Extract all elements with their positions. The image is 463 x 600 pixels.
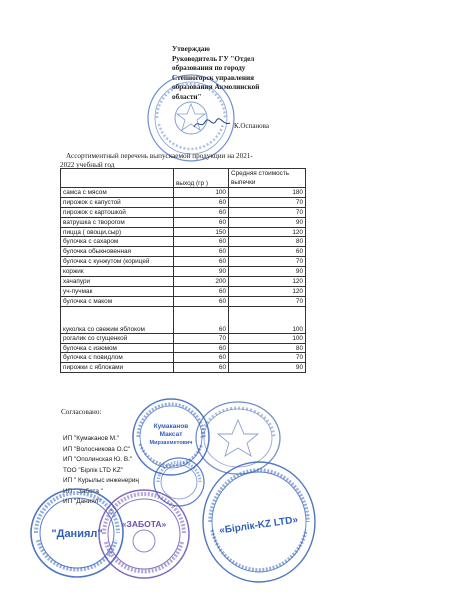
cell-output: 60 — [174, 343, 229, 353]
document-title-line: Ассортиментный перечень выпускаемой продукции на 2021- — [66, 152, 253, 160]
cell-price: 90 — [229, 217, 306, 227]
cell-output: 60 — [174, 363, 229, 373]
cell-price: 100 — [229, 333, 306, 343]
cell-output: 60 — [174, 306, 229, 333]
cell-output: 150 — [174, 227, 229, 237]
entity-item: ИП "Даниял" — [63, 498, 101, 505]
table-row — [61, 343, 306, 353]
cell-price: 70 — [229, 257, 306, 267]
agreed-label: Согласовано: — [61, 408, 102, 416]
table-row — [61, 197, 306, 207]
cell-name: ватрушка с творогом — [61, 217, 174, 227]
table-row — [61, 207, 306, 217]
cell-name: самса с мясом — [61, 188, 174, 198]
entity-item: ТОО "Бірлік LTD KZ" — [63, 466, 124, 474]
table-row — [61, 227, 306, 237]
entity-item: ИП "Ополинская Ю. В." — [63, 456, 133, 463]
stamp-zabota-text: «ЗАБОТА» — [121, 519, 167, 529]
signature — [192, 117, 232, 131]
approval-line: Утверждаю — [172, 45, 210, 53]
cell-name: пирожок с картошкой — [61, 207, 174, 217]
cell-name: рогалик со сгущенкой — [61, 333, 174, 343]
signer-name: К.Оспанова — [234, 122, 269, 130]
table-row — [61, 296, 306, 306]
table-header-row — [61, 169, 306, 188]
table-row — [61, 247, 306, 257]
cell-name: коржик — [61, 267, 174, 277]
cell-name: пицца ( овощи,сыр) — [61, 227, 174, 237]
header-output: выход (гр ) — [174, 169, 229, 188]
cell-output: 60 — [174, 217, 229, 227]
approval-line: образования по городу — [172, 64, 246, 73]
cell-price: 120 — [229, 227, 306, 237]
cell-output: 60 — [174, 286, 229, 296]
stamp-daniyal-text: "Даниял" — [51, 528, 103, 540]
cell-name: пирожок с капустой — [61, 197, 174, 207]
cell-output: 90 — [174, 267, 229, 277]
table-row — [61, 188, 306, 198]
stamp-birlik — [200, 458, 318, 586]
approval-line: Руководитель ГУ "Отдел — [172, 54, 255, 63]
table-row — [61, 306, 306, 333]
entity-item: ИП "Кумаканов М." — [63, 435, 120, 442]
entity-item: ИП " Курылыс инженериң — [63, 477, 139, 484]
cell-price: 120 — [229, 286, 306, 296]
cell-output: 60 — [174, 207, 229, 217]
cell-price: 80 — [229, 237, 306, 247]
cell-name: булочка с сахаром — [61, 237, 174, 247]
cell-price: 100 — [229, 306, 306, 333]
cell-name: хачапури — [61, 277, 174, 287]
document-title-line: 2022 учебный год — [60, 161, 115, 169]
header-price — [229, 169, 306, 188]
table-row — [61, 333, 306, 343]
cell-output: 60 — [174, 197, 229, 207]
cell-price: 80 — [229, 343, 306, 353]
cell-price: 70 — [229, 197, 306, 207]
cell-name: булочка с изюмом — [61, 343, 174, 353]
cell-output: 60 — [174, 296, 229, 306]
header-price-line: выпечки — [231, 179, 256, 186]
stamp-kumakanov-text: Кумаканов — [153, 423, 189, 430]
approval-line: образования Акмолинской — [172, 83, 260, 92]
stamp-birlik-text: «Бірлік-KZ LTD» — [218, 514, 299, 537]
table-row — [61, 353, 306, 363]
entity-item: ИП " Забота " — [63, 487, 103, 495]
table-row — [61, 286, 306, 296]
header-name — [61, 169, 174, 188]
cell-price: 60 — [229, 247, 306, 257]
cell-price: 120 — [229, 277, 306, 287]
approval-line: области" — [172, 92, 202, 101]
cell-output: 60 — [174, 237, 229, 247]
cell-name: булочка с кунжутом (корицей — [61, 257, 174, 267]
table-row — [61, 217, 306, 227]
products-table — [60, 168, 306, 373]
cell-price: 180 — [229, 188, 306, 198]
approval-line: Степногорск управления — [172, 73, 255, 82]
cell-name: уч-пучмак — [61, 286, 174, 296]
cell-output: 100 — [174, 188, 229, 198]
cell-output: 60 — [174, 353, 229, 363]
stamp-kumakanov-text: Максат — [159, 431, 183, 438]
table-row — [61, 237, 306, 247]
table-body — [61, 188, 306, 373]
cell-price: 70 — [229, 296, 306, 306]
table-row — [61, 267, 306, 277]
cell-output: 60 — [174, 247, 229, 257]
cell-price: 70 — [229, 353, 306, 363]
cell-output: 200 — [174, 277, 229, 287]
cell-name: булочка с маком — [61, 296, 174, 306]
cell-name: куколка со свежим яблоком — [61, 306, 174, 333]
table-row — [61, 363, 306, 373]
table-row — [61, 257, 306, 267]
stamp-kumakanov-text: Мирзахметович — [149, 440, 193, 446]
cell-name: пирожки с яблоками — [61, 363, 174, 373]
cell-output: 60 — [174, 257, 229, 267]
stamp-kurylys — [152, 456, 206, 508]
header-price-line: Средняя стоимость — [231, 170, 290, 177]
cell-name: булочка обыкновенная — [61, 247, 174, 257]
cell-price: 90 — [229, 267, 306, 277]
cell-price: 70 — [229, 207, 306, 217]
cell-price: 90 — [229, 363, 306, 373]
table-row — [61, 277, 306, 287]
cell-output: 70 — [174, 333, 229, 343]
cell-name: булочка с повидлом — [61, 353, 174, 363]
entity-item: ИП "Волосникова О.С" — [63, 445, 131, 453]
